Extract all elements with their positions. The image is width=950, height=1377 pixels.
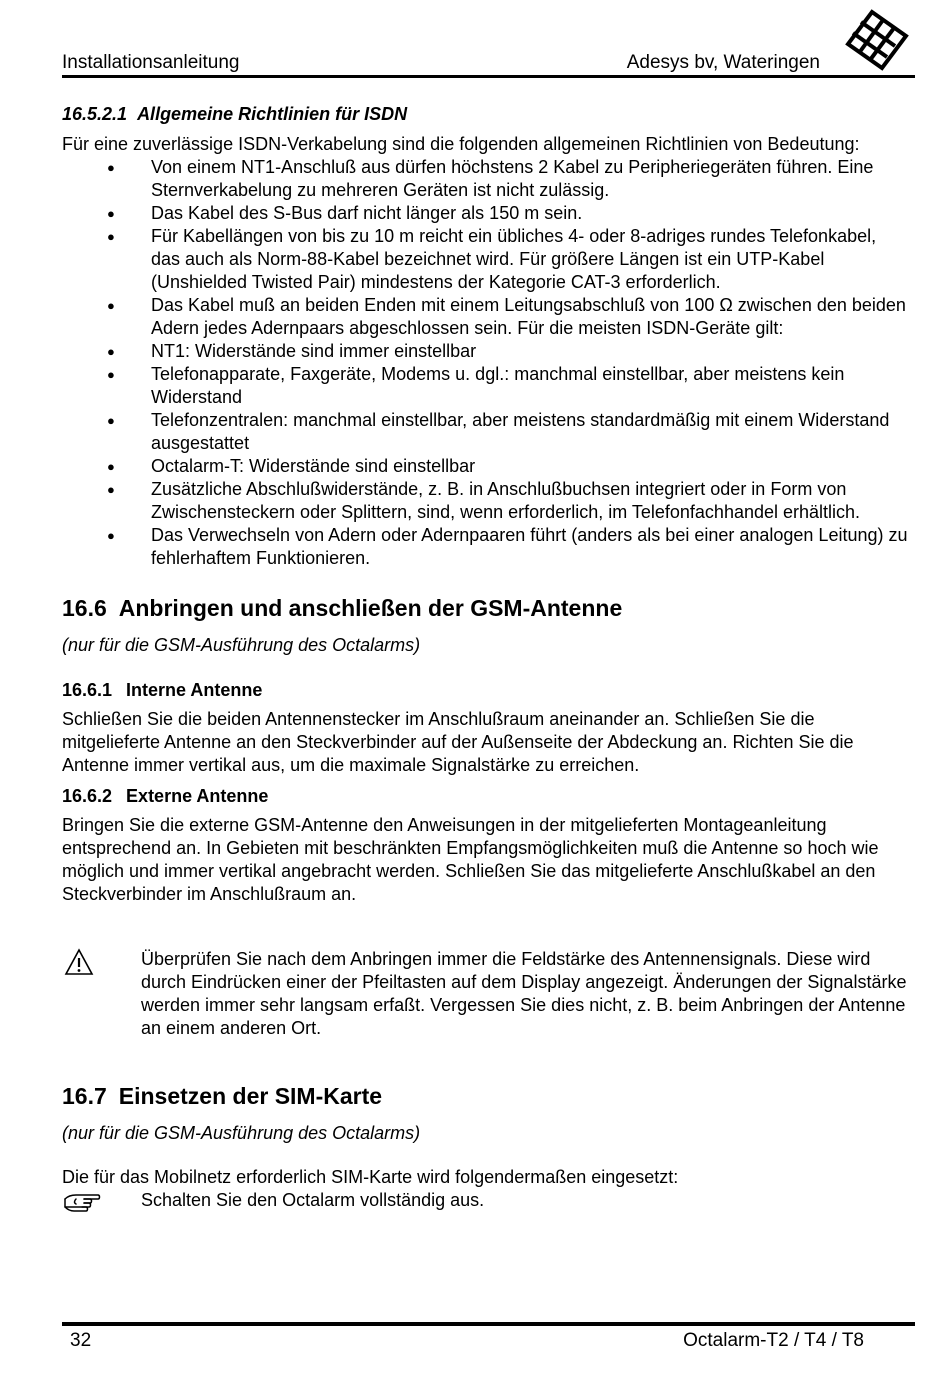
section-number: 16.5.2.1 [62, 104, 128, 124]
internal-antenna-text: Schließen Sie die beiden Antennenstecker im Anschlußraum aneinander an. Schließen Sie die mitgelieferte Antenne an den Steckverbinder auf der Außenseite der Abdeckung an. Richten Sie die Antenne immer vertikal aus, um die maximale Signalstärke zu erreichen. [62, 709, 854, 775]
footer-rule [62, 1322, 915, 1326]
header-rule [62, 75, 915, 78]
warning-text: Überprüfen Sie nach dem Anbringen immer die Feldstärke des Antennensignals. Diese wird durch Eindrücken einer der Pfeiltasten auf dem Display angezeigt. Änderungen der Signalstärke werden immer sehr langsam erfaßt. Vergessen Sie dies nicht, z. B. beim Anbringen der Antenne an einem anderen Ort. [141, 949, 907, 1038]
adesys-logo-icon [842, 8, 910, 72]
external-antenna-text: Bringen Sie die externe GSM-Antenne den Anweisungen in der mitgelieferten Montageanleitung entsprechend an. In Gebieten mit beschränkten Empfangsmöglichkeiten muß die Antenne so hoch wie möglich und immer vertikal angebracht werden. Schließen Sie das mitgelieferte Anschlußkabel an den Steckverbinder im Anschlußraum an. [62, 815, 879, 904]
section-title: Allgemeine Richtlinien für ISDN [137, 104, 408, 124]
section-16-7-heading [62, 1082, 910, 1110]
section-number: 16.6.2 [62, 786, 113, 806]
list-item: ● Für Kabellängen von bis zu 10 m reicht ein übliches 4- oder 8-adriges rundes Telefonkabel, das auch als Norm-88-Kabel bezeichnet wird. Für größere Längen ist ein UTP-Kabel (Unshielded Twisted Pair) mindestens der Kategorie CAT-3 erforderlich. [107, 226, 877, 292]
section-number: 16.6 [62, 595, 107, 621]
list-item: ● NT1: Widerstände sind immer einstellbar [107, 341, 477, 361]
page-content [62, 103, 910, 1212]
header-company: Adesys bv, Wateringen [626, 52, 820, 73]
list-item: ● Zusätzliche Abschlußwiderstände, z. B. in Anschlußbuchsen integriert oder in Form von Zwischensteckern oder Splittern, sind, wenn erforderlich, im Telefonfachhandel erhältlich. [107, 479, 861, 522]
page-number: 32 [70, 1330, 92, 1351]
section-title: Einsetzen der SIM-Karte [118, 1083, 383, 1109]
list-item: ● Telefonapparate, Faxgeräte, Modems u. dgl.: manchmal einstellbar, aber meistens kein Widerstand [107, 364, 845, 407]
section-number: 16.7 [62, 1083, 107, 1109]
warning-note [62, 948, 910, 1040]
header-title: Installationsanleitung [62, 52, 240, 73]
section-title: Externe Antenne [126, 786, 269, 806]
footer-product: Octalarm-T2 / T4 / T8 [683, 1330, 864, 1351]
isdn-guidelines-list [62, 156, 910, 570]
list-item: ● Das Verwechseln von Adern oder Adernpaaren führt (anders als bei einer analogen Leitung) zu fehlerhaftem Funktionieren. [107, 525, 908, 568]
list-item: ● Das Kabel des S-Bus darf nicht länger als 150 m sein. [107, 203, 583, 223]
section-16-5-2-1-heading [62, 103, 910, 126]
list-item: ● Telefonzentralen: manchmal einstellbar, aber meistens standardmäßig mit einem Widerstand ausgestattet [107, 410, 890, 453]
sim-subtitle: (nur für die GSM-Ausführung des Octalarms) [62, 1123, 421, 1143]
list-item: ● Das Kabel muß an beiden Enden mit einem Leitungsabschluß von 100 Ω zwischen den beiden Adern jedes Adernpaars abgeschlossen sein. Für die meisten ISDN-Geräte gilt: [107, 295, 906, 338]
section-title: Anbringen und anschließen der GSM-Antenne [118, 595, 623, 621]
section-16-6-2-heading [62, 785, 910, 808]
section-title: Interne Antenne [126, 680, 263, 700]
pointing-hand-icon [62, 1191, 102, 1215]
section-number: 16.6.1 [62, 680, 113, 700]
gsm-subtitle: (nur für die GSM-Ausführung des Octalarms) [62, 635, 421, 655]
warning-triangle-icon [64, 948, 94, 976]
list-item: ● Von einem NT1-Anschluß aus dürfen höchstens 2 Kabel zu Peripheriegeräten führen. Eine Sternverkabelung zu mehreren Geräten ist nicht zulässig. [107, 157, 874, 200]
step-text: Schalten Sie den Octalarm vollständig aus. [141, 1190, 485, 1210]
isdn-intro: Für eine zuverlässige ISDN-Verkabelung sind die folgenden allgemeinen Richtlinien von Bedeutung: [62, 134, 860, 154]
section-16-6-1-heading [62, 679, 910, 702]
sim-intro: Die für das Mobilnetz erforderlich SIM-Karte wird folgendermaßen eingesetzt: [62, 1167, 679, 1187]
list-item: ● Octalarm-T: Widerstände sind einstellbar [107, 456, 476, 476]
instruction-step [62, 1189, 910, 1212]
section-16-6-heading [62, 594, 910, 622]
